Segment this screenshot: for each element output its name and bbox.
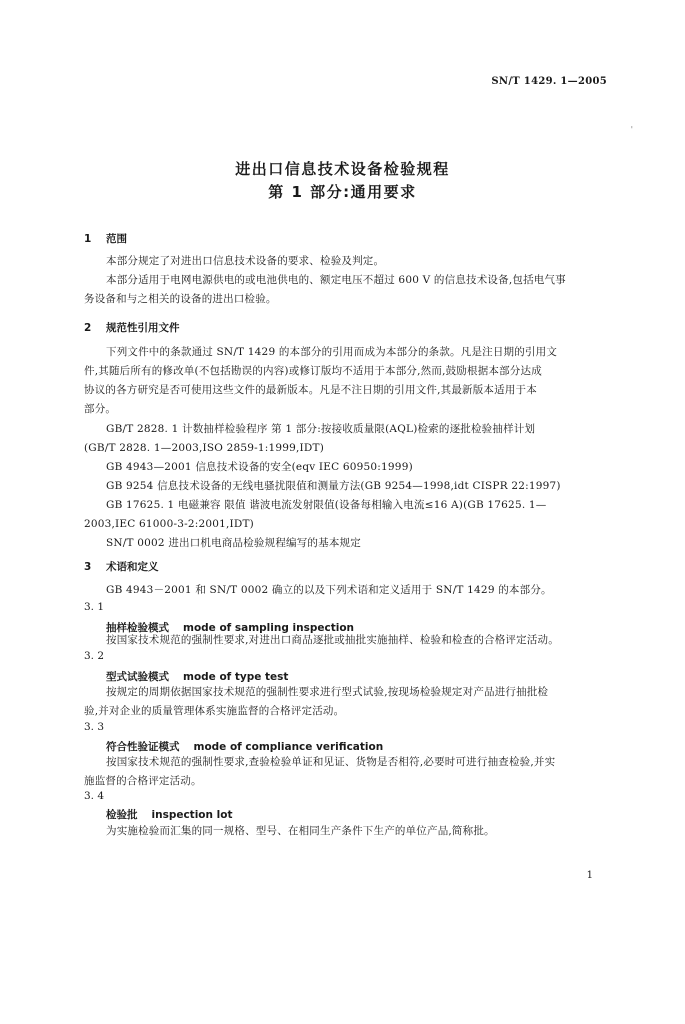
term-zh: 符合性验证模式 [106, 741, 180, 753]
section-number: 3 [84, 561, 92, 573]
term-definition: 施监督的合格评定活动。 [84, 775, 202, 787]
reference-entry: GB 17625. 1 电磁兼容 限值 谐波电流发射限值(设备每相输入电流≤16 A)(GB 17625. 1— [106, 499, 547, 511]
term-definition: 按国家技术规范的强制性要求,对进出口商品逐批或抽批实施抽样、检验和检查的合格评定活动。 [106, 634, 559, 646]
section-title: 范围 [106, 233, 127, 245]
term-definition: 验,并对企业的质量管理体系实施监督的合格评定活动。 [84, 705, 345, 717]
section-1-heading [84, 231, 127, 246]
paragraph-line: 件,其随后所有的修改单(不包括勘误的内容)或修订版均不适用于本部分,然而,鼓励根据本部分达成 [84, 365, 542, 377]
term-heading [106, 669, 288, 684]
section-title: 规范性引用文件 [106, 322, 180, 334]
term-en: inspection lot [151, 809, 233, 821]
corner-mark: ' [630, 125, 633, 134]
reference-entry: GB 4943—2001 信息技术设备的安全(eqv IEC 60950:1999) [106, 461, 413, 473]
term-definition: 按国家技术规范的强制性要求,查验检验单证和见证、货物是否相符,必要时可进行抽查检验,并实 [106, 756, 556, 768]
term-en: mode of sampling inspection [183, 622, 355, 634]
term-definition: 按规定的周期依据国家技术规范的强制性要求进行型式试验,按现场检验规定对产品进行抽批检 [106, 686, 549, 698]
section-2-heading [84, 320, 180, 335]
term-number: 3. 3 [84, 721, 105, 733]
document-title: 进出口信息技术设备检验规程 [235, 160, 450, 178]
term-number: 3. 4 [84, 790, 105, 802]
reference-entry: 2003,IEC 61000-3-2:2001,IDT) [84, 518, 254, 530]
term-zh: 检验批 [106, 809, 138, 821]
term-heading [106, 807, 232, 822]
paragraph-line: 部分。 [84, 403, 117, 415]
section-title: 术语和定义 [106, 561, 159, 573]
page-number: 1 [586, 870, 593, 881]
section-3-heading [84, 559, 159, 574]
paragraph-line: 本部分适用于电网电源供电的或电池供电的、额定电压不超过 600 V 的信息技术设备,包括电气事 [106, 274, 566, 286]
document-subtitle: 第 1 部分:通用要求 [268, 183, 417, 201]
paragraph-line: 协议的各方研究是否可使用这些文件的最新版本。凡是不注日期的引用文件,其最新版本适用于本 [84, 384, 537, 396]
paragraph-line: 务设备和与之相关的设备的进出口检验。 [84, 293, 277, 305]
paragraph-line: GB 4943－2001 和 SN/T 0002 确立的以及下列术语和定义适用于 SN/T 1429 的本部分。 [106, 584, 552, 596]
term-heading [106, 739, 383, 754]
section-number: 1 [84, 233, 92, 245]
term-zh: 抽样检验模式 [106, 622, 169, 634]
reference-entry: (GB/T 2828. 1—2003,ISO 2859-1:1999,IDT) [84, 442, 325, 454]
paragraph-line: 下列文件中的条款通过 SN/T 1429 的本部分的引用而成为本部分的条款。凡是注日期的引用文 [106, 346, 558, 358]
term-zh: 型式试验模式 [106, 671, 169, 683]
term-number: 3. 2 [84, 650, 105, 662]
term-definition: 为实施检验而汇集的同一规格、型号、在相同生产条件下生产的单位产品,简称批。 [106, 825, 495, 837]
reference-entry: SN/T 0002 进出口机电商品检验规程编写的基本规定 [106, 537, 361, 549]
term-en: mode of type test [183, 671, 289, 683]
term-number: 3. 1 [84, 601, 105, 613]
standard-code: SN/T 1429. 1—2005 [491, 76, 607, 87]
section-number: 2 [84, 322, 92, 334]
reference-entry: GB 9254 信息技术设备的无线电骚扰限值和测量方法(GB 9254—1998,idt CISPR 22:1997) [106, 480, 561, 492]
reference-entry: GB/T 2828. 1 计数抽样检验程序 第 1 部分:按接收质量限(AQL)检索的逐批检验抽样计划 [106, 423, 536, 435]
paragraph-line: 本部分规定了对进出口信息技术设备的要求、检验及判定。 [106, 255, 385, 267]
term-en: mode of compliance verification [193, 741, 384, 753]
